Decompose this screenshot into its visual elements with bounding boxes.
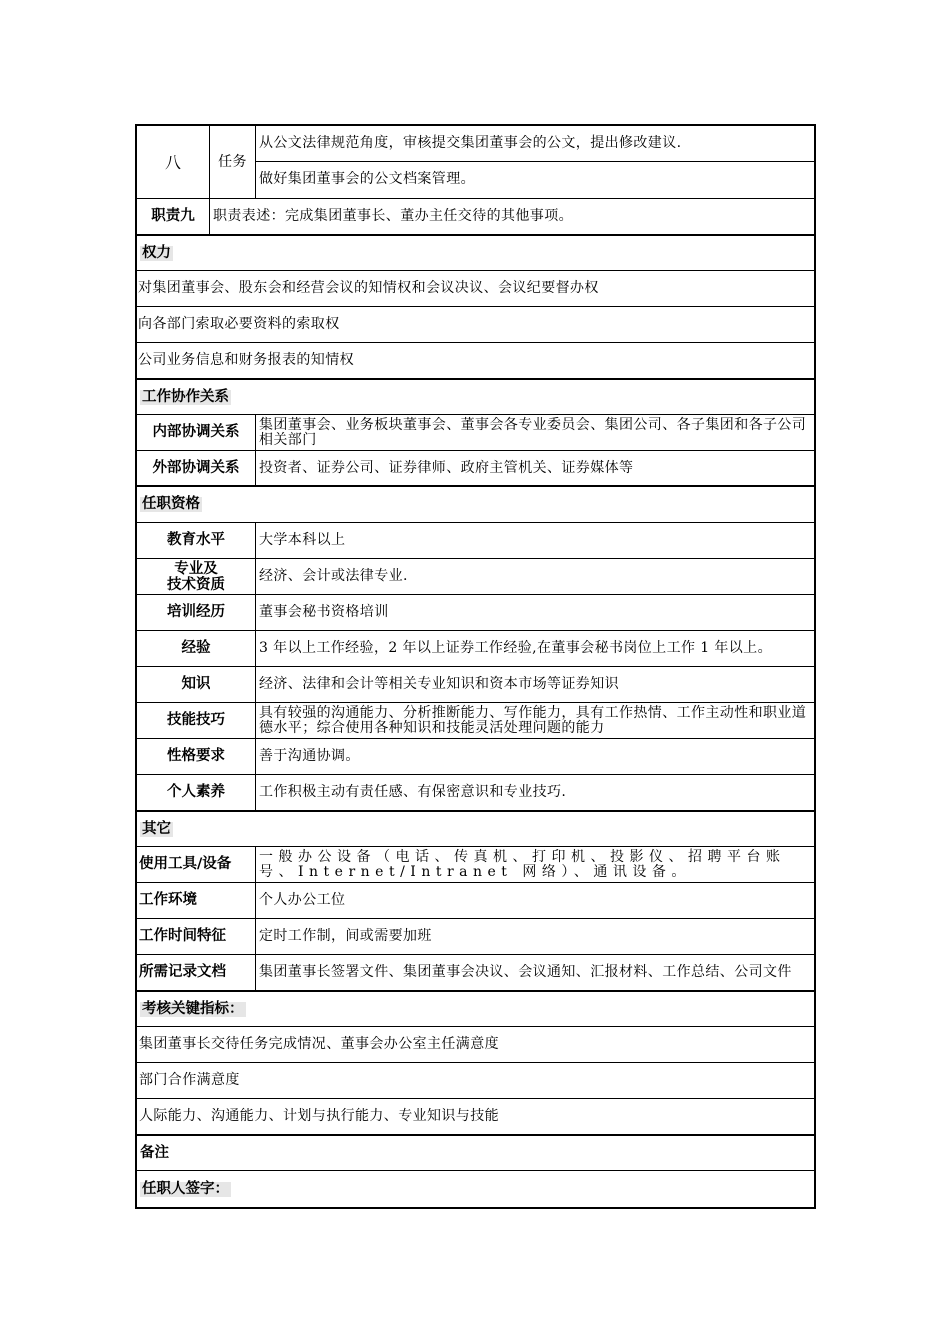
qualification-label: 性格要求 — [167, 748, 225, 764]
section-header: 任职资格 — [142, 496, 200, 512]
kpi-row — [137, 1027, 814, 1063]
kpi-header-row — [137, 992, 814, 1027]
kpi-item: 人际能力、沟通能力、计划与执行能力、专业知识与技能 — [139, 1108, 499, 1124]
qualification-value: 经济、会计或法律专业. — [255, 559, 814, 594]
qualification-value: 经济、法律和会计等相关专业知识和资本市场等证券知识 — [255, 667, 814, 702]
task-list — [255, 126, 814, 198]
section-header: 工作协作关系 — [142, 388, 229, 405]
qualification-row — [137, 631, 814, 667]
authority-item: 对集团董事会、股东会和经营会议的知情权和会议决议、会议纪要督办权 — [138, 280, 599, 296]
signature-header: 任职人签字： — [142, 1180, 229, 1197]
external-relations-value: 投资者、证券公司、证券律师、政府主管机关、证券媒体等 — [255, 451, 814, 485]
internal-relations-value: 集团董事会、业务板块董事会、董事会各专业委员会、集团公司、各子集团和各子公司相关部门 — [255, 415, 814, 450]
qualification-label: 专业及 技术资质 — [167, 560, 225, 593]
other-label: 工作环境 — [139, 892, 197, 908]
other-value: 一般办公设备（电话、传真机、打印机、投影仪、招聘平台账号、Internet/Intranet 网络）、通讯设备。 — [255, 847, 814, 882]
qualification-label: 个人素养 — [167, 784, 225, 800]
authority-item: 公司业务信息和财务报表的知情权 — [138, 352, 354, 368]
duty-nine-label: 职责九 — [151, 208, 195, 224]
kpi-row — [137, 1099, 814, 1136]
other-row — [137, 883, 814, 919]
duty-nine-row — [137, 199, 814, 236]
section-header: 考核关键指标： — [142, 1000, 244, 1017]
kpi-row — [137, 1063, 814, 1099]
authority-row — [137, 271, 814, 307]
external-relations-label: 外部协调关系 — [152, 459, 240, 476]
other-row — [137, 955, 814, 992]
job-description-table — [135, 124, 816, 1209]
qualification-label: 教育水平 — [167, 532, 225, 548]
authority-item: 向各部门索取必要资料的索取权 — [138, 316, 340, 332]
signature-row — [137, 1171, 814, 1207]
remarks-row — [137, 1136, 814, 1171]
qualification-row — [137, 523, 814, 559]
qualification-value: 董事会秘书资格培训 — [255, 595, 814, 630]
kpi-item: 部门合作满意度 — [139, 1072, 240, 1088]
qualification-row — [137, 667, 814, 703]
duty-nine-text: 职责表述：完成集团董事长、董办主任交待的其他事项。 — [209, 199, 814, 234]
qualification-value: 具有较强的沟通能力、分析推断能力、写作能力，具有工作热情、工作主动性和职业道德水平；综合使用各种知识和技能灵活处理问题的能力 — [255, 703, 814, 738]
qualification-row — [137, 775, 814, 812]
relations-header-row — [137, 380, 814, 415]
qualification-value: 善于沟通协调。 — [255, 739, 814, 774]
section-header: 其它 — [142, 820, 171, 837]
kpi-item: 集团董事长交待任务完成情况、董事会办公室主任满意度 — [139, 1036, 499, 1052]
task-item: 从公文法律规范角度，审核提交集团董事会的公文，提出修改建议. — [256, 126, 814, 162]
other-value: 集团董事长签署文件、集团董事会决议、会议通知、汇报材料、工作总结、公司文件 — [255, 955, 814, 990]
duty-number: 八 — [164, 152, 181, 172]
qualification-value: 工作积极主动有责任感、有保密意识和专业技巧. — [255, 775, 814, 810]
duty-eight-row — [137, 126, 814, 199]
qualification-row — [137, 559, 814, 595]
qualification-label: 技能技巧 — [167, 712, 225, 728]
external-relations-row — [137, 451, 814, 487]
other-header-row — [137, 812, 814, 847]
section-header: 权力 — [142, 244, 171, 261]
other-label: 所需记录文档 — [139, 964, 226, 980]
other-row — [137, 847, 814, 883]
authority-header-row — [137, 236, 814, 271]
task-label: 任务 — [209, 126, 255, 198]
remarks-header: 备注 — [140, 1144, 169, 1161]
internal-relations-row — [137, 415, 814, 451]
qualification-label: 经验 — [181, 640, 211, 656]
qualification-label: 培训经历 — [167, 604, 225, 620]
internal-relations-label: 内部协调关系 — [152, 424, 240, 440]
authority-row — [137, 343, 814, 380]
task-item: 做好集团董事会的公文档案管理。 — [259, 171, 475, 188]
other-row — [137, 919, 814, 955]
other-label: 工作时间特征 — [139, 928, 226, 944]
qualification-row — [137, 703, 814, 739]
other-label: 使用工具/设备 — [139, 856, 232, 872]
qualification-row — [137, 595, 814, 631]
qualifications-header-row — [137, 487, 814, 523]
qualification-value: 3 年以上工作经验，2 年以上证券工作经验,在董事会秘书岗位上工作 1 年以上。 — [255, 631, 814, 666]
qualification-row — [137, 739, 814, 775]
qualification-label: 知识 — [181, 676, 211, 692]
authority-row — [137, 307, 814, 343]
other-value: 定时工作制，间或需要加班 — [255, 919, 814, 954]
qualification-value: 大学本科以上 — [255, 523, 814, 558]
other-value: 个人办公工位 — [255, 883, 814, 918]
